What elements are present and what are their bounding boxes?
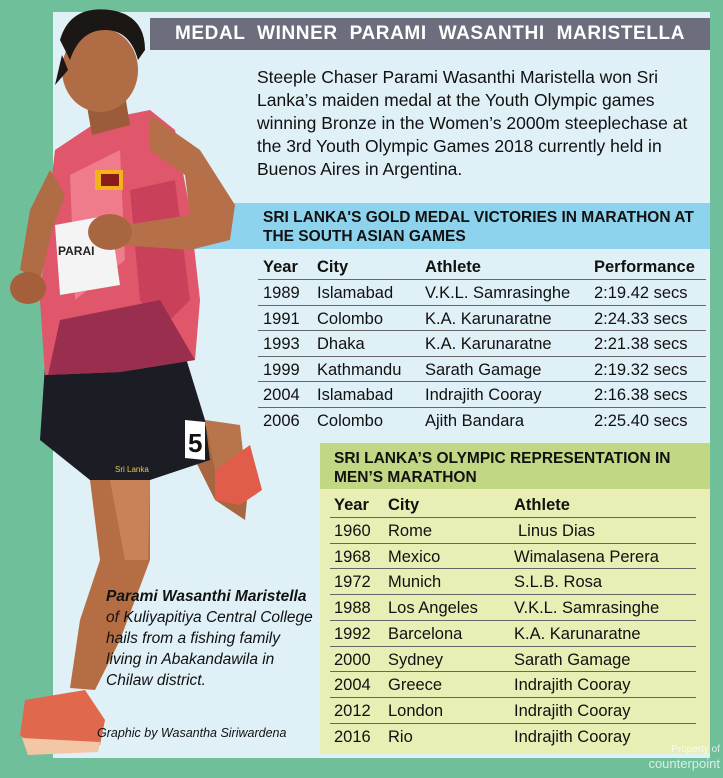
olympic-table-heading: SRI LANKA’S OLYMPIC REPRESENTATION IN MEN’S MARATHON	[334, 450, 671, 486]
gold-table-cell: Islamabad	[317, 386, 394, 405]
watermark-brand: counterpoint	[648, 756, 720, 771]
olympic-table-column-header: Year	[334, 496, 369, 514]
gold-table-cell: 2:19.42 secs	[594, 284, 688, 302]
olympic-table-row-divider	[330, 646, 696, 647]
olympic-table-cell: Sarath Gamage	[514, 650, 631, 669]
gold-table-cell: 1989	[263, 284, 300, 302]
gold-table-cell: 1991	[263, 309, 300, 328]
gold-table-cell: Dhaka	[317, 335, 365, 354]
gold-table-cell: Ajith Bandara	[425, 412, 525, 430]
olympic-table-cell: Indrajith Cooray	[514, 701, 631, 720]
gold-table-cell: Kathmandu	[317, 360, 402, 379]
shorts-text: Sri Lanka	[115, 465, 149, 474]
olympic-table-column-header: Athlete	[514, 496, 570, 514]
watermark	[628, 743, 720, 771]
olympic-table-cell: 2016	[334, 727, 371, 746]
runner-left-fist	[10, 272, 46, 304]
graphic-credit: Graphic by Wasantha Siriwardena	[97, 726, 287, 740]
shorts-number: 5	[188, 428, 203, 458]
gold-table-cell: 2004	[263, 386, 300, 405]
olympic-table-row-divider	[330, 620, 696, 621]
olympic-table-cell: Rome	[388, 522, 433, 540]
gold-table-cell: K.A. Karunaratne	[425, 335, 552, 354]
olympic-table-cell: Mexico	[388, 547, 441, 566]
olympic-table-cell: V.K.L. Samrasinghe	[514, 599, 660, 618]
olympic-table-cell: Sydney	[388, 650, 444, 669]
gold-table-column-header: Year	[263, 258, 298, 276]
olympic-table-cell: 1972	[334, 573, 371, 592]
olympic-table-cell: 1968	[334, 547, 371, 566]
gold-table-cell: Islamabad	[317, 284, 394, 302]
olympic-table-cell: London	[388, 701, 444, 720]
caption-text: of Kuliyapitiya Central College hails from a fishing family living in Abakandawila in Chilaw district.	[106, 609, 313, 689]
olympic-table-cell: K.A. Karunaratne	[514, 624, 641, 643]
gold-table-cell: Colombo	[317, 309, 384, 328]
gold-table-cell: 2:24.33 secs	[594, 309, 688, 328]
olympic-table-cell: 2000	[334, 650, 371, 669]
gold-table-heading: SRI LANKA'S GOLD MEDAL VICTORIES IN MARATHON AT THE SOUTH ASIAN GAMES	[263, 209, 694, 245]
olympic-table-heading-bar	[320, 443, 710, 489]
gold-table-cell: 2:21.38 secs	[594, 335, 688, 354]
olympic-table-cell: Linus Dias	[518, 522, 596, 540]
gold-table-cell: 1993	[263, 335, 300, 354]
olympic-table-row-divider	[330, 543, 696, 544]
olympic-table-row-divider	[330, 671, 696, 672]
page-title: MEDAL WINNER PARAMI WASANTHI MARISTELLA	[174, 23, 686, 44]
olympic-table-cell: Indrajith Cooray	[514, 727, 631, 746]
gold-table-cell: Sarath Gamage	[425, 360, 542, 379]
gold-table-cell: 2006	[263, 412, 300, 430]
olympic-table-cell: 2012	[334, 701, 371, 720]
olympic-table-cell: Los Angeles	[388, 599, 478, 618]
olympic-table-cell: 1992	[334, 624, 371, 643]
olympic-table-cell: Wimalasena Perera	[514, 547, 659, 566]
olympic-table-cell: Barcelona	[388, 624, 463, 643]
olympic-table-row-divider	[330, 517, 696, 518]
athlete-caption	[106, 586, 316, 691]
gold-table-cell: 2:25.40 secs	[594, 412, 688, 430]
gold-table-column-header: Performance	[594, 258, 695, 276]
olympic-table-row-divider	[330, 723, 696, 724]
olympic-table-cell: Rio	[388, 727, 413, 746]
olympic-table-cell: 1960	[334, 522, 371, 540]
gold-table-cell: Indrajith Cooray	[425, 386, 542, 405]
olympic-table-row-divider	[330, 568, 696, 569]
gold-table-column-header: City	[317, 258, 349, 276]
bib-text: PARAI	[58, 244, 95, 258]
gold-table-cell: 2:16.38 secs	[594, 386, 688, 405]
intro-paragraph: Steeple Chaser Parami Wasanthi Maristella won Sri Lanka’s maiden medal at the Youth Olympic games winning Bronze in the Women’s 2000m steeplechase at the 3rd Youth Olympic Games 2018 currently held in Buenos Aires in Argentina.	[257, 67, 688, 179]
gold-table-column-header: Athlete	[425, 258, 481, 276]
gold-table-cell: Colombo	[317, 412, 384, 430]
olympic-table-cell: Indrajith Cooray	[514, 676, 631, 695]
olympic-table-column-header: City	[388, 496, 420, 514]
gold-table-cell: 2:19.32 secs	[594, 360, 688, 379]
watermark-small-text: Property of	[671, 744, 720, 755]
olympic-table-cell: 1988	[334, 599, 371, 618]
olympic-table-row-divider	[330, 594, 696, 595]
olympic-table-cell: S.L.B. Rosa	[514, 573, 603, 592]
caption-athlete-name: Parami Wasanthi Maristella	[106, 588, 307, 605]
olympic-table-cell: Greece	[388, 676, 443, 695]
gold-table-cell: K.A. Karunaratne	[425, 309, 552, 328]
olympic-table-row-divider	[330, 697, 696, 698]
gold-table-cell: 1999	[263, 360, 300, 379]
olympic-table-cell: 2004	[334, 676, 371, 695]
olympic-table-cell: Munich	[388, 573, 442, 592]
gold-table-cell: V.K.L. Samrasinghe	[425, 284, 571, 302]
runner-right-fist	[88, 214, 132, 250]
